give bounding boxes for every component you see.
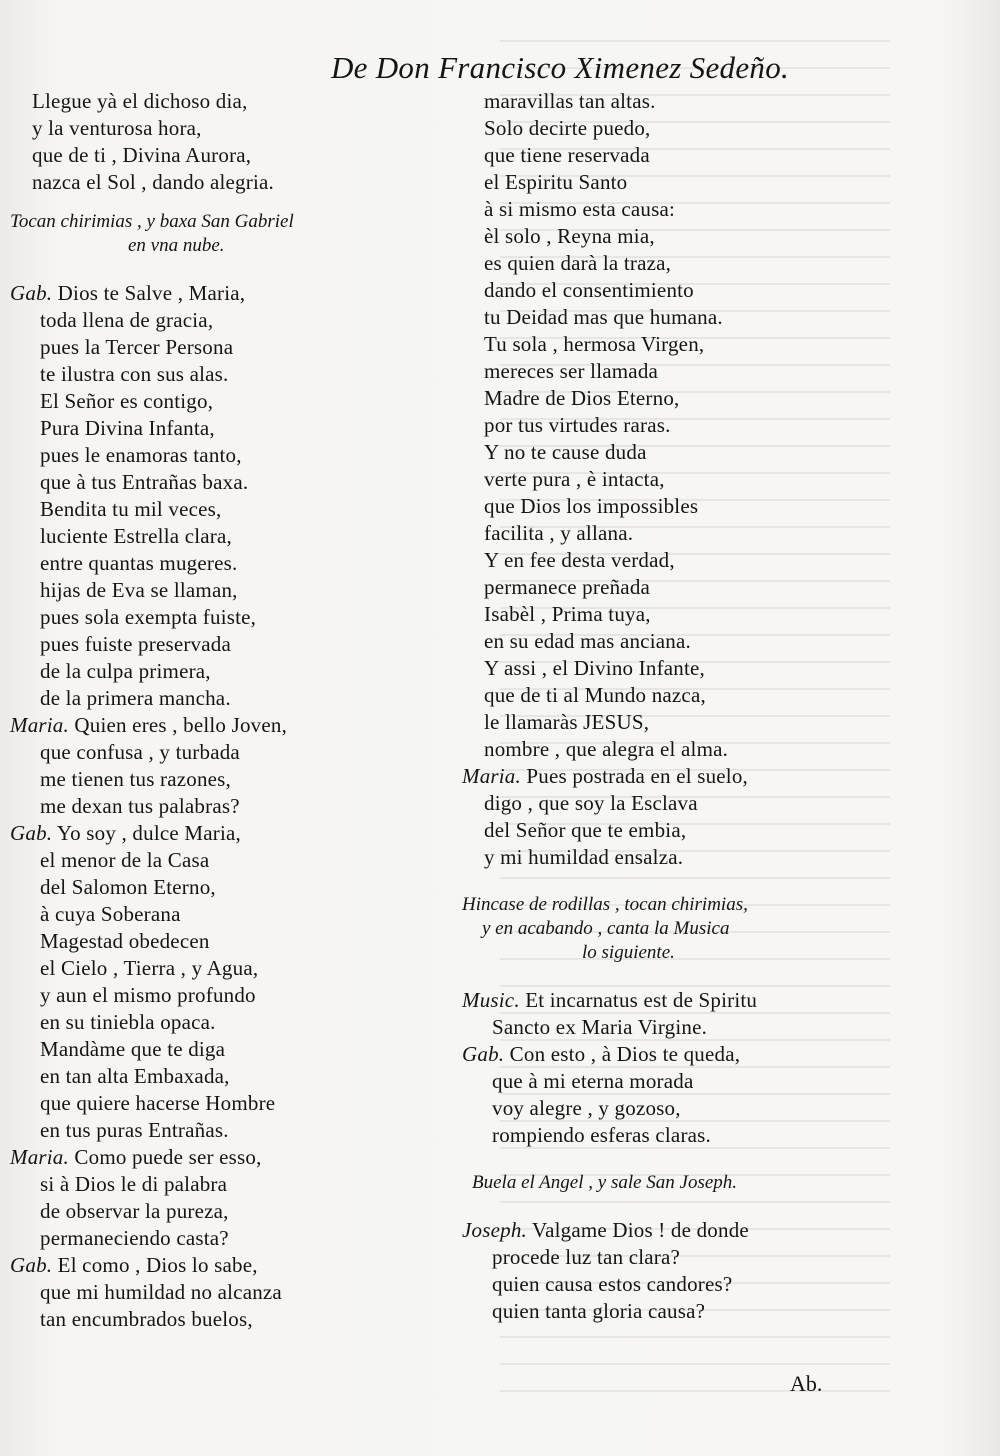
verse-line: que confusa , y turbada: [40, 740, 240, 764]
speaker-label: Gab.: [10, 281, 53, 305]
verse-line: Isabèl , Prima tuya,: [484, 602, 651, 626]
verse-line: Mandàme que te diga: [40, 1037, 226, 1061]
verse-line: èl solo , Reyna mia,: [484, 224, 655, 248]
verse-line: digo , que soy la Esclava: [484, 791, 698, 815]
stage-direction: Buela el Angel , y sale San Joseph.: [472, 1172, 738, 1193]
stage-direction: Tocan chirimias , y baxa San Gabriel: [10, 211, 294, 232]
left-column: [10, 88, 465, 1333]
verse-line: Magestad obedecen: [40, 929, 210, 953]
verse-line: que à tus Entrañas baxa.: [40, 470, 249, 494]
verse-line: nazca el Sol , dando alegria.: [32, 170, 274, 194]
verse-line: procede luz tan clara?: [492, 1245, 681, 1269]
verse-line: el Espiritu Santo: [484, 170, 628, 194]
speaker-label: Maria.: [462, 764, 521, 788]
verse-line: si à Dios le di palabra: [40, 1172, 228, 1196]
verse-line: toda llena de gracia,: [40, 308, 214, 332]
verse-text: Pues postrada en el suelo,: [526, 764, 748, 788]
verse-line: [10, 1144, 465, 1171]
verse-line: te ilustra con sus alas.: [40, 362, 229, 386]
verse-line: que quiere hacerse Hombre: [40, 1091, 276, 1115]
verse-line: Solo decirte puedo,: [484, 116, 651, 140]
verse-text: Dios te Salve , Maria,: [57, 281, 246, 305]
speaker-label: Music.: [462, 988, 520, 1012]
verse-line: luciente Estrella clara,: [40, 524, 232, 548]
verse-line: del Señor que te embia,: [484, 818, 687, 842]
verse-line: quien tanta gloria causa?: [492, 1299, 706, 1323]
verse-line: que mi humildad no alcanza: [40, 1280, 282, 1304]
verse-text: Et incarnatus est de Spiritu: [525, 988, 758, 1012]
speaker-label: Maria.: [10, 1145, 69, 1169]
verse-line: del Salomon Eterno,: [40, 875, 216, 899]
verse-line: pues sola exempta fuiste,: [40, 605, 257, 629]
verse-line: hijas de Eva se llaman,: [40, 578, 238, 602]
verse-line: y aun el mismo profundo: [40, 983, 256, 1007]
speaker-label: Joseph.: [462, 1218, 527, 1242]
verse-line: me tienen tus razones,: [40, 767, 232, 791]
verse-line: tan encumbrados buelos,: [40, 1307, 253, 1331]
catchword: Ab.: [790, 1371, 823, 1396]
verse-line: dando el consentimiento: [484, 278, 694, 302]
verse-line: por tus virtudes raras.: [484, 413, 671, 437]
verse-line: Y assi , el Divino Infante,: [484, 656, 705, 680]
verse-line: [462, 987, 882, 1014]
speaker-label: Gab.: [462, 1042, 505, 1066]
verse-line: que de ti al Mundo nazca,: [484, 683, 706, 707]
verse-line: Sancto ex Maria Virgine.: [492, 1015, 708, 1039]
verse-line: mereces ser llamada: [484, 359, 659, 383]
verse-line: Tu sola , hermosa Virgen,: [484, 332, 705, 356]
verse-line: [10, 280, 465, 307]
verse-line: voy alegre , y gozoso,: [492, 1096, 681, 1120]
verse-line: Y no te cause duda: [484, 440, 647, 464]
speaker-label: Maria.: [10, 713, 69, 737]
verse-line: à si mismo esta causa:: [484, 197, 676, 221]
stage-direction: Hincase de rodillas , tocan chirimias,: [462, 894, 748, 915]
verse-line: pues la Tercer Persona: [40, 335, 234, 359]
verse-line: y mi humildad ensalza.: [484, 845, 684, 869]
verse-line: facilita , y allana.: [484, 521, 634, 545]
verse-line: que à mi eterna morada: [492, 1069, 694, 1093]
verse-line: tu Deidad mas que humana.: [484, 305, 723, 329]
verse-line: me dexan tus palabras?: [40, 794, 240, 818]
verse-line: à cuya Soberana: [40, 902, 181, 926]
running-header: De Don Francisco Ximenez Sedeño.: [330, 50, 790, 85]
stage-direction: y en acabando , canta la Musica: [482, 918, 730, 939]
verse-line: Madre de Dios Eterno,: [484, 386, 680, 410]
verse-line: de la culpa primera,: [40, 659, 211, 683]
verse-line: en tan alta Embaxada,: [40, 1064, 230, 1088]
verse-line: nombre , que alegra el alma.: [484, 737, 729, 761]
verse-line: [462, 763, 882, 790]
verse-line: permaneciendo casta?: [40, 1226, 229, 1250]
verse-line: rompiendo esferas claras.: [492, 1123, 711, 1147]
verse-line: el Cielo , Tierra , y Agua,: [40, 956, 259, 980]
verse-line: en tus puras Entrañas.: [40, 1118, 229, 1142]
verse-text: Quien eres , bello Joven,: [74, 713, 288, 737]
verse-text: Valgame Dios ! de donde: [532, 1218, 749, 1242]
verse-line: en su tiniebla opaca.: [40, 1010, 216, 1034]
speaker-label: Gab.: [10, 821, 53, 845]
verse-line: que Dios los impossibles: [484, 494, 699, 518]
verse-line: Bendita tu mil veces,: [40, 497, 222, 521]
verse-line: maravillas tan altas.: [484, 89, 656, 113]
verse-line: de observar la pureza,: [40, 1199, 229, 1223]
verse-line: [10, 1252, 465, 1279]
verse-line: Pura Divina Infanta,: [40, 416, 215, 440]
verse-line: que de ti , Divina Aurora,: [32, 143, 252, 167]
verse-text: Con esto , à Dios te queda,: [509, 1042, 741, 1066]
verse-line: es quien darà la traza,: [484, 251, 672, 275]
verse-line: [10, 712, 465, 739]
verse-line: en su edad mas anciana.: [484, 629, 691, 653]
stage-direction: en vna nube.: [128, 235, 225, 256]
verse-text: Como puede ser esso,: [74, 1145, 262, 1169]
verse-line: pues le enamoras tanto,: [40, 443, 242, 467]
verse-line: de la primera mancha.: [40, 686, 231, 710]
verse-line: pues fuiste preservada: [40, 632, 231, 656]
verse-line: quien causa estos candores?: [492, 1272, 733, 1296]
verse-line: entre quantas mugeres.: [40, 551, 238, 575]
verse-line: Y en fee desta verdad,: [484, 548, 675, 572]
speaker-label: Gab.: [10, 1253, 53, 1277]
verse-line: el menor de la Casa: [40, 848, 210, 872]
verse-text: El como , Dios lo sabe,: [57, 1253, 258, 1277]
verse-line: Llegue yà el dichoso dia,: [32, 89, 248, 113]
verse-text: Yo soy , dulce Maria,: [56, 821, 241, 845]
right-column: [462, 88, 882, 1325]
verse-line: permanece preñada: [484, 575, 651, 599]
verse-line: [462, 1217, 882, 1244]
verse-line: [10, 820, 465, 847]
verse-line: que tiene reservada: [484, 143, 650, 167]
verse-line: y la venturosa hora,: [32, 116, 202, 140]
verse-line: [462, 1041, 882, 1068]
stage-direction: lo siguiente.: [582, 942, 675, 963]
verse-line: El Señor es contigo,: [40, 389, 214, 413]
verse-line: verte pura , è intacta,: [484, 467, 665, 491]
verse-line: le llamaràs JESUS,: [484, 710, 650, 734]
